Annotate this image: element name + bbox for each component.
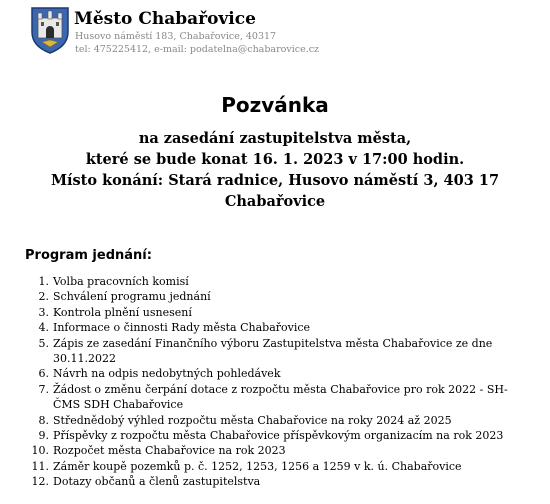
address-line: Husovo náměstí 183, Chabařovice, 40317 [75, 31, 277, 42]
invitation-line: Místo konání: Stará radnice, Husovo náměstí 3, 403 17 [50, 172, 500, 189]
agenda-list [25, 274, 525, 490]
town-coat-of-arms-icon [30, 6, 70, 54]
letterhead [30, 6, 530, 58]
program-heading: Program jednání: [25, 248, 152, 263]
agenda-item-text: Příspěvky z rozpočtu města Chabařovice příspěvkovým organizacím na rok 2023 [53, 429, 504, 443]
agenda-item-text: Schválení programu jednání [53, 290, 211, 304]
agenda-item-number: 3. [38, 305, 49, 319]
agenda-item [25, 366, 525, 381]
agenda-item-number: 4. [38, 321, 49, 335]
agenda-item [25, 289, 525, 304]
invitation-line: Chabařovice [224, 193, 326, 210]
agenda-item [25, 274, 525, 289]
agenda-item [25, 428, 525, 443]
agenda-item [25, 443, 525, 458]
agenda-item-text: Kontrola plnění usnesení [53, 305, 192, 319]
agenda-item-number: 6. [38, 367, 49, 381]
agenda-item-number: 5. [38, 336, 49, 350]
agenda-item-text: Rozpočet města Chabařovice na rok 2023 [53, 444, 286, 458]
agenda-item-number: 9. [38, 429, 49, 443]
invitation-line: na zasedání zastupitelstva města, [138, 130, 412, 147]
agenda-item-text: Záměr koupě pozemků p. č. 1252, 1253, 1256 a 1259 v k. ú. Chabařovice [53, 459, 462, 473]
agenda-item-number: 11. [31, 459, 49, 473]
agenda-item-text: Dotazy občanů a členů zastupitelstva [53, 475, 261, 489]
invitation-details [30, 128, 520, 212]
agenda-item [25, 474, 525, 489]
agenda-item [25, 382, 525, 413]
agenda-item [25, 305, 525, 320]
agenda-item-text: Zápis ze zasedání Finančního výboru Zastupitelstva města Chabařovice ze dne 30.11.2022 [53, 336, 493, 366]
agenda-item [25, 459, 525, 474]
agenda-item-text: Volba pracovních komisí [53, 275, 189, 288]
agenda-item [25, 413, 525, 428]
agenda-item-number: 2. [38, 290, 49, 304]
agenda-item-text: Návrh na odpis nedobytných pohledávek [53, 367, 281, 381]
agenda-item-text: Žádost o změnu čerpání dotace z rozpočtu města Chabařovice pro rok 2022 - SH-ČMS SDH Chabařovice [53, 382, 508, 412]
agenda-item-number: 8. [38, 413, 49, 427]
agenda-item-text: Střednědobý výhled rozpočtu města Chabařovice na roky 2024 až 2025 [53, 413, 452, 427]
agenda-item [25, 336, 525, 367]
agenda-item-text: Informace o činnosti Rady města Chabařovice [53, 321, 311, 335]
invitation-line: které se bude konat 16. 1. 2023 v 17:00 hodin. [85, 151, 465, 168]
agenda-item-number: 1. [38, 275, 49, 288]
agenda-item-number: 7. [38, 382, 49, 396]
contact-line: tel: 475225412, e-mail: podatelna@chabarovice.cz [75, 44, 320, 55]
town-name: Město Chabařovice [74, 9, 256, 29]
invitation-title: Pozvánka [221, 93, 329, 117]
agenda-item-number: 12. [31, 475, 49, 489]
agenda-item [25, 320, 525, 335]
agenda-item-number: 10. [31, 444, 49, 458]
